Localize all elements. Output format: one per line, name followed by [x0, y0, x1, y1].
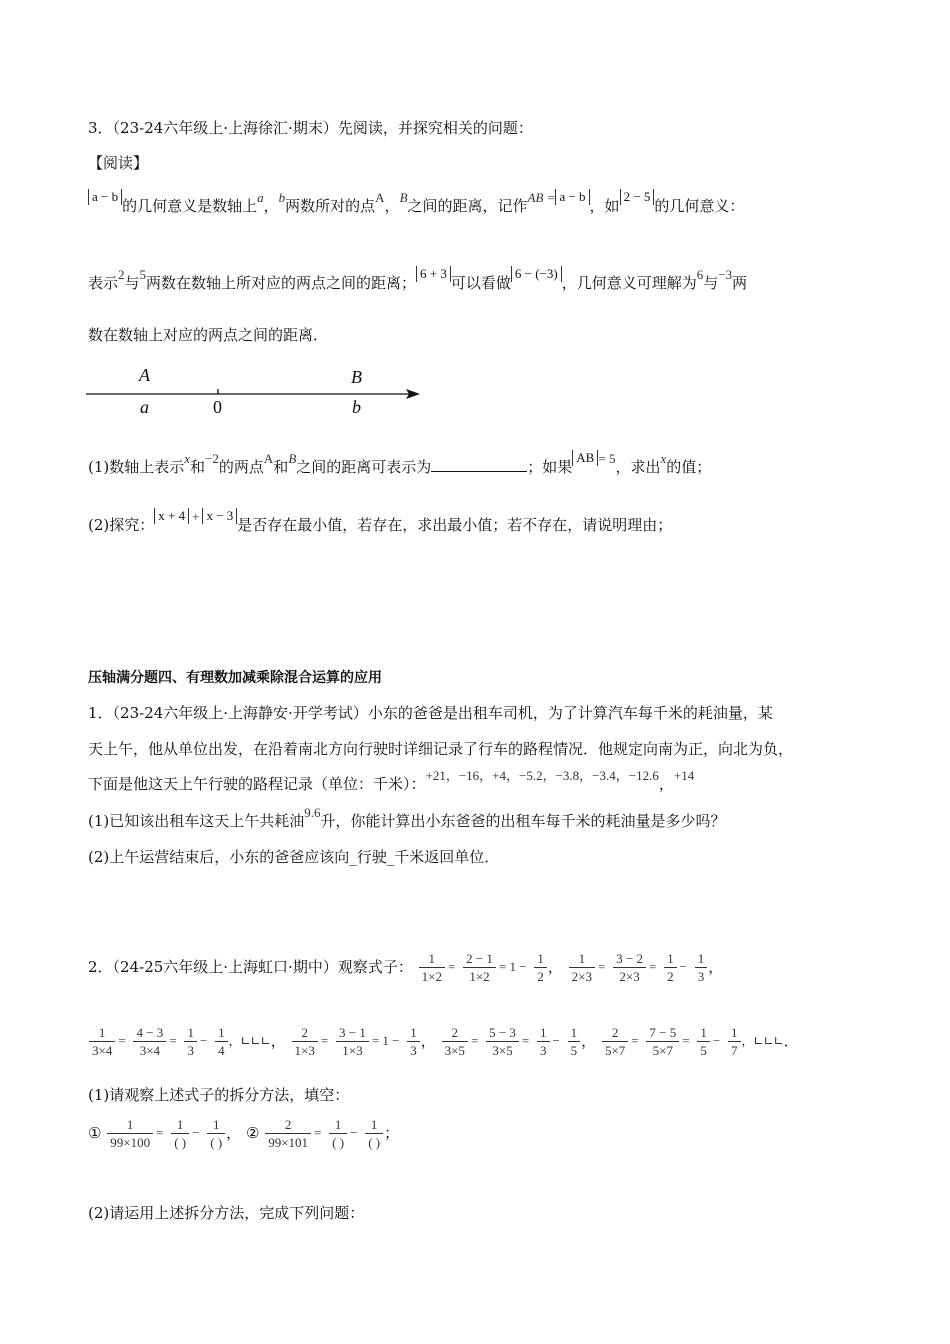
- q3-paragraph-2: 表示2与5两数在数轴上所对应的两点之间的距离；6 + 3可以看做6 − (−3)，几何意义可理解为6与−3两: [88, 266, 748, 292]
- p2-sub-2: (2)请运用上述拆分方法，完成下列问题：: [88, 1204, 365, 1222]
- abs-a-minus-b: a − b: [88, 189, 122, 205]
- q3-paragraph-1: a − b的几何意义是数轴上a，b两数所对的点A，B之间的距离，记作AB = a − b，如2 − 5的几何意义：: [88, 195, 744, 218]
- p2-title-line: 2．（24-25六年级上·上海虹口·期中）观察式子： $\frac{1}{1\times 2}$ = $\frac{2 - 1}{1\times 2}$ = 1 − $\frac{1}{2}$ ， $\frac{1}{2\times 3}$ = $\frac{3 - 2}{2\times 3}$ = $\frac{1}{2}$ − $\frac{1}{3}$ ，: [88, 950, 724, 984]
- number-line: [80, 360, 440, 424]
- route-values: +21，−16，+4，−5.2，−3.8，−3.4，−12.6: [425, 768, 659, 783]
- p1-sub-1: (1)已知该出租车这天上午共耗油9.6升，你能计算出小东爸爸的出租车每千米的耗油量是多少吗？: [88, 805, 726, 830]
- p2-sub-1: (1)请观察上述式子的拆分方法，填空：: [88, 1086, 350, 1104]
- q3-sub-1: (1)数轴上表示x和−2的两点A和B之间的距离可表示为 ；如果AB = 5，求出x的值；: [88, 450, 712, 476]
- p2-examples-line: $\frac{1}{3\times 4}$ = $\frac{4 - 3}{3\times 4}$ = $\frac{1}{3}$ − $\frac{1}{4}$ ，∟∟∟， $\frac{2}{1\times 3}$ = $\frac{3 - 1}{1\times 3}$ = 1 − $\frac{1}{3}$ ， $\frac{2}{3\times 5}$ = $\frac{5 - 3}{3\times 5}$ = $\frac{1}{3}$ − $\frac{1}{5}$ ， $\frac{2}{5\times 7}$ = $\frac{7 - 5}{5\times 7}$ = $\frac{1}{5}$ − $\frac{1}{7}$ ，∟∟∟．: [88, 1020, 799, 1060]
- p1-line-3: 下面是他这天上午行驶的路程记录（单位：千米）：+21，−16，+4，−5.2，−3.8，−3.4，−12.6，+14: [88, 768, 695, 793]
- section-heading: 压轴满分题四、有理数加减乘除混合运算的应用: [88, 670, 382, 686]
- q3-sub-2: (2)探究：x + 4 + x − 3是否存在最小值，若存在，求出最小值；若不存在，请说明理由；: [88, 508, 673, 534]
- label-A: A: [139, 365, 150, 385]
- p1-sub-2: (2)上午运营结束后，小东的爸爸应该向_行驶_千米返回单位．: [88, 848, 500, 866]
- label-b: b: [352, 397, 361, 417]
- label-a: a: [140, 397, 149, 417]
- label-B: B: [351, 367, 362, 387]
- label-zero: 0: [213, 397, 222, 417]
- q3-paragraph-3: 数在数轴上对应的两点之间的距离．: [88, 326, 329, 344]
- q3-title: 3．（23-24六年级上·上海徐汇·期末）先阅读，并探究相关的问题：: [88, 119, 533, 137]
- read-heading: 【阅读】: [88, 154, 149, 172]
- p1-line-2: 天上午，他从单位出发，在沿着南北方向行驶时详细记录了行车的路程情况．他规定向南为正，向北为负，: [88, 740, 794, 758]
- p2-fill-line: ① $\frac{1}{99\times 100}$ = $\frac{1}{( )}$ − $\frac{1}{( )}$ ， ② $\frac{2}{99\times 101}$ = $\frac{1}{( )}$ − $\frac{1}{( )}$ ；: [88, 1116, 400, 1150]
- p1-line-1: 1．（23-24六年级上·上海静安·开学考试）小东的爸爸是出租车司机，为了计算汽车每千米的耗油量，某: [88, 704, 773, 722]
- abs-2-minus-5: 2 − 5: [620, 189, 655, 205]
- answer-blank[interactable]: [431, 457, 527, 472]
